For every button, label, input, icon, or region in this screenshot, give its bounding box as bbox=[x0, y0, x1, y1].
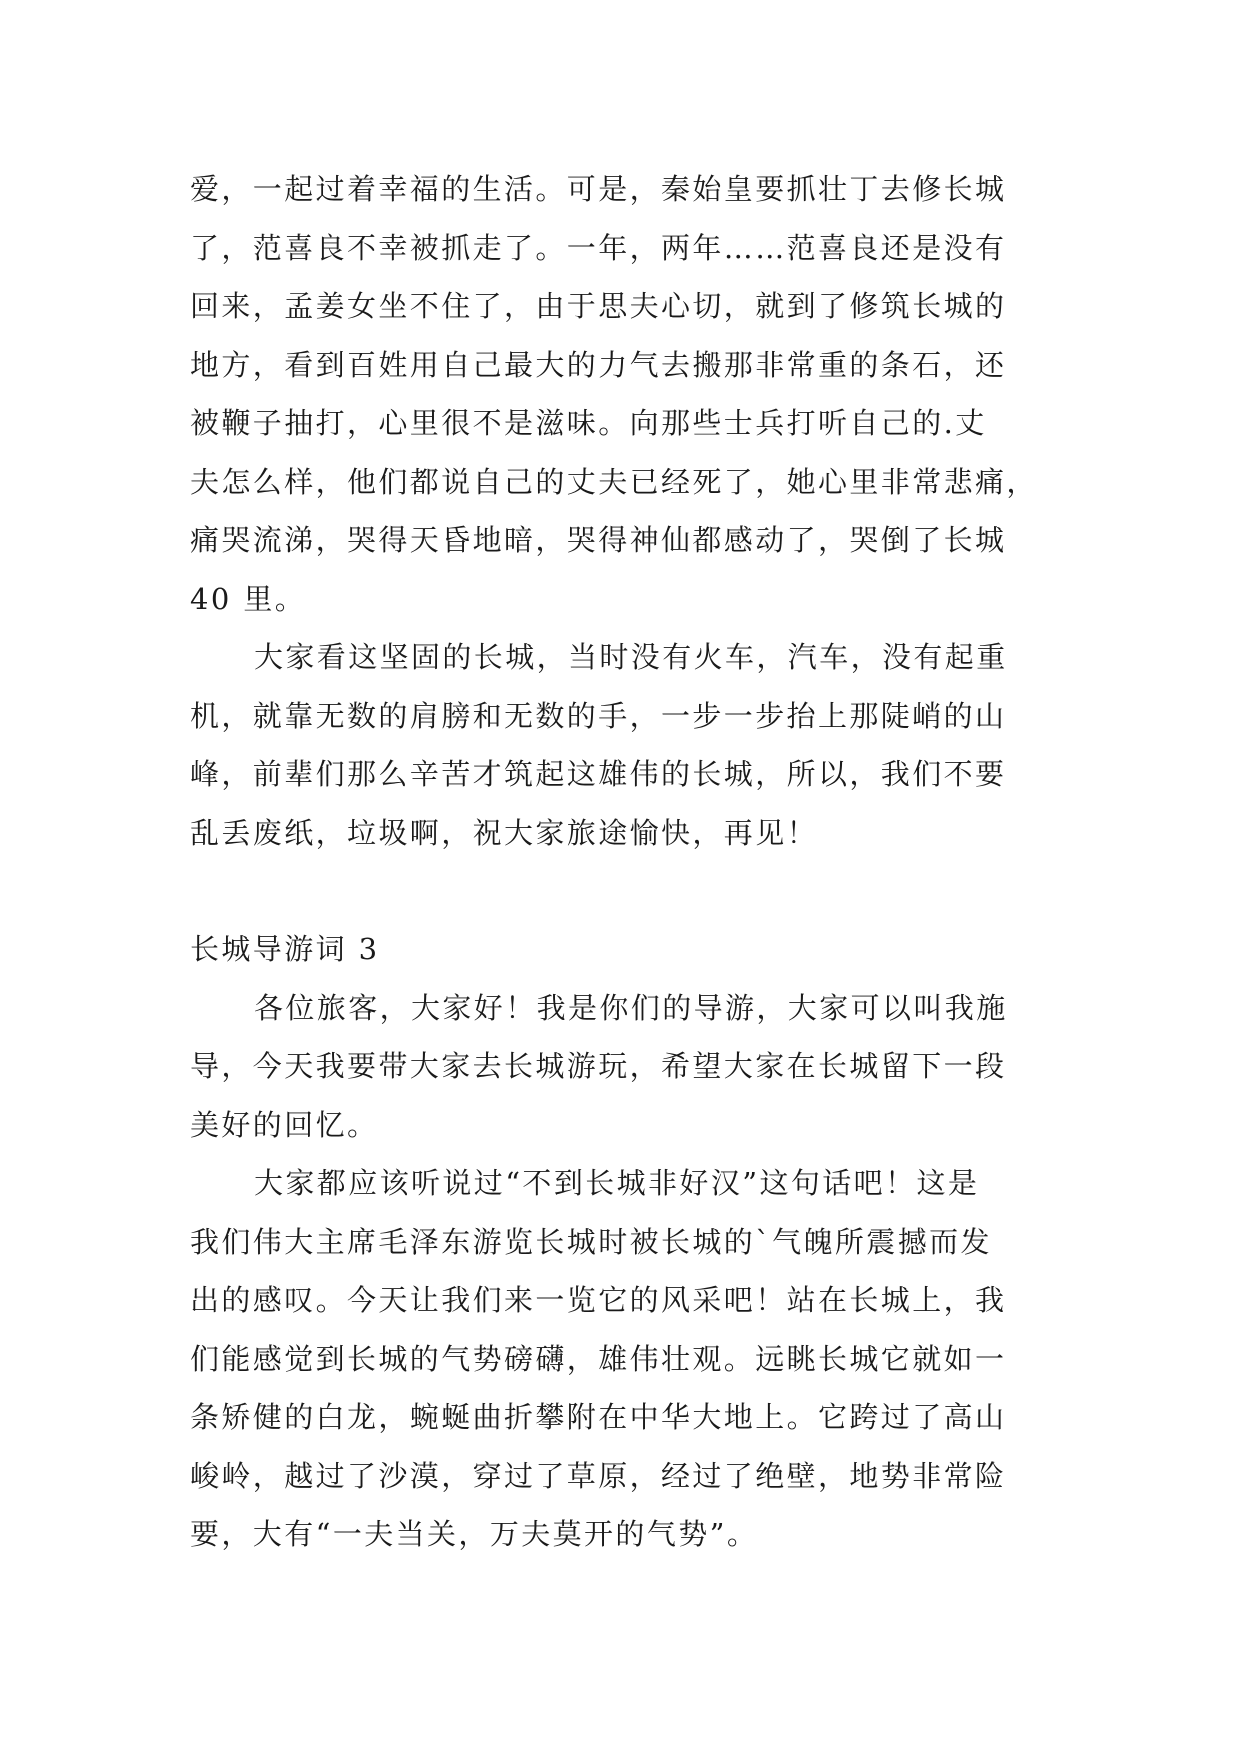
text-line: 被鞭子抽打，心里很不是滋味。向那些士兵打听自己的.丈 bbox=[190, 406, 987, 440]
text-line: 出的感叹。今天让我们来一览它的风采吧！站在长城上，我 bbox=[190, 1283, 1007, 1317]
paragraph-3 bbox=[190, 979, 1050, 1155]
text-line: 大家都应该听说过“不到长城非好汉”这句话吧！这是 bbox=[254, 1166, 980, 1200]
text-line: 大家看这坚固的长城，当时没有火车，汽车，没有起重 bbox=[254, 640, 1008, 674]
text-line: 美好的回忆。 bbox=[190, 1107, 379, 1142]
text-line: 要，大有“一夫当关，万夫莫开的气势”。 bbox=[190, 1517, 759, 1551]
text-line: 导，今天我要带大家去长城游玩，希望大家在长城留下一段 bbox=[190, 1049, 1007, 1083]
section-spacer bbox=[190, 862, 1050, 920]
text-line: 峰，前辈们那么辛苦才筑起这雄伟的长城，所以，我们不要 bbox=[190, 757, 1007, 791]
text-line: 地方，看到百姓用自己最大的力气去搬那非常重的条石，还 bbox=[190, 347, 1007, 382]
text-line: 们能感觉到长城的气势磅礴，雄伟壮观。远眺长城它就如一 bbox=[190, 1341, 1007, 1376]
text-line: 我们伟大主席毛泽东游览长城时被长城的`气魄所震撼而发 bbox=[190, 1224, 992, 1259]
text-line: 爱，一起过着幸福的生活。可是，秦始皇要抓壮丁去修长城 bbox=[190, 172, 1007, 206]
text-line: 痛哭流涕，哭得天昏地暗，哭得神仙都感动了，哭倒了长城 bbox=[190, 523, 1007, 557]
paragraph-4 bbox=[190, 1154, 1050, 1564]
paragraph-2 bbox=[190, 628, 1050, 862]
text-line: 40 里。 bbox=[190, 581, 307, 616]
text-line: 了，范喜良不幸被抓走了。一年，两年……范喜良还是没有 bbox=[190, 230, 1007, 265]
text-line: 乱丢废纸，垃圾啊，祝大家旅途愉快，再见！ bbox=[190, 815, 819, 850]
text-line: 条矫健的白龙，蜿蜒曲折攀附在中华大地上。它跨过了高山 bbox=[190, 1400, 1007, 1434]
text-line: 机，就靠无数的肩膀和无数的手，一步一步抬上那陡峭的山 bbox=[190, 698, 1007, 733]
text-line: 峻岭，越过了沙漠，穿过了草原，经过了绝壁，地势非常险 bbox=[190, 1458, 1007, 1493]
paragraph-1 bbox=[190, 160, 1050, 628]
text-line: 回来，孟姜女坐不住了，由于思夫心切，就到了修筑长城的 bbox=[190, 289, 1007, 323]
text-line: 夫怎么样，他们都说自己的丈夫已经死了，她心里非常悲痛， bbox=[190, 464, 1038, 499]
document-body bbox=[190, 160, 1050, 1564]
section-title: 长城导游词 3 bbox=[190, 932, 380, 966]
text-line: 各位旅客，大家好！我是你们的导游，大家可以叫我施 bbox=[254, 990, 1008, 1025]
